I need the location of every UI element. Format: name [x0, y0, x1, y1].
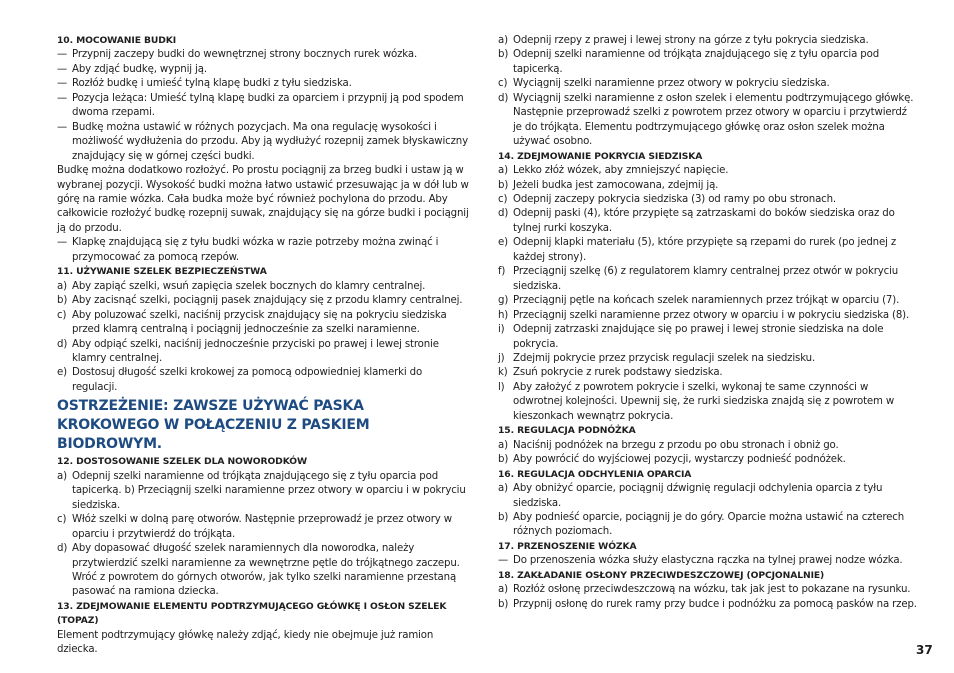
list-item-text: Odepnij rzepy z prawej i lewej strony na górze z tyłu pokrycia siedziska.: [513, 35, 869, 46]
list-item: [57, 470, 469, 513]
list-item-text: Przeciągnij szelkę (6) z regulatorem klamry centralnej przez otwór w pokryciu siedziska.: [513, 266, 899, 292]
list-marker: d): [498, 92, 509, 104]
list-item-text: Aby podnieść oparcie, pociągnij je do góry. Oparcie można ustawić na czterech różnych poziomach.: [513, 511, 905, 538]
list-item: [498, 511, 918, 540]
list-item: [498, 352, 918, 366]
section-heading: 17. PRZENOSZENIE WÓZKA: [498, 540, 637, 552]
list-marker: b): [57, 295, 68, 307]
list-item: [498, 164, 918, 178]
list-item: [57, 366, 469, 395]
list-item: [498, 482, 918, 511]
list-marker: —: [57, 63, 68, 75]
list-item-text: Wyciągnij szelki naramienne przez otwory w pokryciu siedziska.: [513, 78, 830, 90]
list-item: [498, 598, 918, 612]
page-number: 37: [916, 643, 933, 657]
list-marker: e): [498, 237, 508, 249]
list-item-text: Pozycja leżąca: Umieść tylną klapę budki za oparciem i przypnij ją pod spodem dwoma rzepami.: [72, 92, 464, 119]
list-item-text: Odepnij zatrzaski znajdujące się po prawej i lewej stronie siedziska na dole pokrycia.: [513, 324, 884, 350]
section-heading: 16. REGULACJA ODCHYLENIA OPARCIA: [498, 468, 692, 480]
list-marker: k): [498, 367, 508, 379]
left-column: [57, 34, 469, 658]
list-item-text: Włóż szelki w dolną parę otworów. Następnie przeprowadź je przez otwory w oparciu i przytwierdź do trójkąta.: [72, 514, 452, 540]
list-marker: b): [498, 511, 509, 523]
list-item-text: Klapkę znajdującą się z tyłu budki wózka w razie potrzeby można zwinąć i przymocować za pomocą rzepów.: [72, 237, 439, 263]
list-marker: a): [57, 470, 67, 482]
list-item: [57, 294, 469, 308]
list-marker: —: [57, 121, 68, 133]
list-item: [498, 381, 918, 424]
list-item: [498, 236, 918, 265]
list-item-text: Odepnij szelki naramienne od trójkąta znajdującego się z tyłu oparcia pod tapicerką.: [513, 49, 880, 75]
list-item: [498, 77, 918, 91]
list-item: [498, 207, 918, 236]
list-item: [57, 513, 469, 542]
list-item-text: Lekko złóż wózek, aby zmniejszyć napięcie.: [513, 165, 729, 177]
warning-heading: OSTRZEŻENIE: ZAWSZE UŻYWAĆ PASKA KROKOWEGO W POŁĄCZENIU Z PASKIEM BIODROWYM.: [57, 398, 370, 453]
list-item-text: Odepnij szelki naramienne od trójkąta znajdującego się z tyłu oparcia pod tapicerką. b) Przeciągnij szelki naramienne przez otwory w oparciu i w pokryciu siedziska.: [72, 470, 466, 511]
list-marker: —: [57, 49, 68, 61]
list-item: [498, 193, 918, 207]
list-item-text: Do przenoszenia wózka służy elastyczna rączka na tylnej prawej nodze wózka.: [513, 555, 903, 567]
list-item: [498, 366, 918, 380]
list-marker: a): [57, 280, 67, 292]
list-item: [498, 323, 918, 352]
list-item: [498, 294, 918, 308]
list-marker: —: [57, 92, 68, 104]
list-item: [57, 280, 469, 294]
list-marker: b): [498, 179, 509, 191]
list-item: [57, 542, 469, 600]
right-column: [498, 34, 918, 612]
section-heading: 15. REGULACJA PODNÓŻKA: [498, 425, 636, 437]
list-item-text: Odepnij klapki materiału (5), które przypięte są rzepami do rurek (po jednej z każdej strony).: [513, 237, 897, 263]
list-item-text: Aby zapiąć szelki, wsuń zapięcia szelek bocznych do klamry centralnej.: [72, 280, 426, 292]
paragraph: Budkę można dodatkowo rozłożyć. Po prostu pociągnij za brzeg budki i ustaw ją w wybranej pozycji. Wysokość budki można łatwo ustawić przesuwając ja w dół lub w górę na ramie wózka. Cała budka może być również pochylona do przodu. Aby całkowicie rozłożyć budkę rozepnij suwak, znajdujący się na górze budki i pociągnij ją do przodu.: [57, 165, 469, 234]
list-marker: —: [498, 555, 509, 567]
list-item-text: Aby dopasować długość szelek naramiennych dla noworodka, należy przytwierdzić szelki naramienne za wewnętrzne pętle do trójkątnego zaczepu. Wróć z powrotem do górnych otworów, jak tylko szelki naramienne przestaną pasować na ramiona dziecka.: [72, 543, 460, 598]
list-item-text: Aby obniżyć oparcie, pociągnij dźwignię regulacji odchylenia oparcia z tyłu siedziska.: [513, 483, 883, 509]
list-item-text: Budkę można ustawić w różnych pozycjach. Ma ona regulację wysokości i możliwość wydłużenia do przodu. Aby ją wydłużyć rozepnij zamek błyskawiczny znajdujący się w górnej części budki.: [72, 121, 468, 162]
list-marker: g): [498, 295, 509, 307]
section-heading: 13. ZDEJMOWANIE ELEMENTU PODTRZYMUJĄCEGO GŁÓWKĘ I OSŁON SZELEK (TOPAZ): [57, 600, 447, 627]
list-item: [498, 92, 918, 150]
list-marker: c): [498, 78, 508, 90]
section-heading: 11. UŻYWANIE SZELEK BEZPIECZEŃSTWA: [57, 266, 267, 278]
list-item: [498, 265, 918, 294]
list-item: [498, 554, 918, 568]
list-item-text: Wyciągnij szelki naramienne z osłon szelek i elementu podtrzymującego główkę. Następnie przeprowadź szelki z powrotem przez otwory w oparciu i przytwierdź je do trójkąta. Elementu podtrzymującego główkę oraz osłon szelek można używać osobno.: [513, 92, 914, 148]
list-item-text: Zsuń pokrycie z rurek podstawy siedziska.: [513, 367, 723, 379]
list-marker: b): [498, 454, 509, 466]
list-item: [498, 179, 918, 193]
list-item-text: Rozłóż budkę i umieść tylną klapę budki z tyłu siedziska.: [72, 78, 352, 90]
list-item: [57, 309, 469, 338]
list-marker: e): [57, 367, 67, 379]
list-marker: a): [498, 35, 508, 46]
list-item: [498, 583, 918, 597]
list-marker: a): [498, 483, 508, 495]
list-item-text: Rozłóż osłonę przeciwdeszczową na wózku, tak jak jest to pokazane na rysunku.: [513, 584, 911, 596]
list-item: [498, 48, 918, 77]
list-item-text: Odepnij zaczepy pokrycia siedziska (3) od ramy po obu stronach.: [513, 193, 837, 205]
section-heading: 10. MOCOWANIE BUDKI: [57, 35, 177, 46]
list-item-text: Aby zacisnąć szelki, pociągnij pasek znajdujący się z przodu klamry centralnej.: [72, 295, 463, 307]
list-item-text: Aby założyć z powrotem pokrycie i szelki, wykonaj te same czynności w odwrotnej kolejności. Upewnij się, że rurki siedziska znajdą się z powrotem w kieszonkach wewnątrz pokrycia.: [513, 381, 895, 422]
section-heading: 12. DOSTOSOWANIE SZELEK DLA NOWORODKÓW: [57, 456, 308, 468]
list-item: [57, 121, 469, 164]
list-marker: a): [498, 439, 508, 451]
list-marker: d): [57, 338, 68, 350]
list-item-text: Aby poluzować szelki, naciśnij przycisk znajdujący się na pokryciu siedziska przed klamrą centralną i pociągnij jednocześnie za szelki naramienne.: [72, 309, 447, 336]
list-marker: f): [498, 266, 506, 278]
list-item-text: Odepnij paski (4), które przypięte są zatrzaskami do boków siedziska oraz do tylnej rurki koszyka.: [513, 208, 895, 234]
list-item-text: Przeciągnij pętle na końcach szelek naramiennych przez trójkąt w oparciu (7).: [513, 295, 900, 307]
list-item-text: Przypnij zaczepy budki do wewnętrznej strony bocznych rurek wózka.: [72, 49, 418, 61]
list-marker: l): [498, 381, 505, 393]
list-item: [498, 439, 918, 453]
list-marker: a): [498, 165, 508, 177]
list-marker: d): [498, 208, 509, 220]
list-item-text: Aby zdjąć budkę, wypnij ją.: [72, 63, 207, 75]
list-item-text: Aby odpiąć szelki, naciśnij jednocześnie przyciski po prawej i lewej stronie klamry centralnej.: [72, 338, 439, 364]
list-item: [57, 77, 469, 91]
section-heading: 18. ZAKŁADANIE OSŁONY PRZECIWDESZCZOWEJ (OPCJONALNIE): [498, 569, 825, 581]
list-marker: —: [57, 78, 68, 90]
list-item-text: Jeżeli budka jest zamocowana, zdejmij ją.: [513, 179, 719, 191]
list-item: [57, 236, 469, 265]
list-item: [498, 453, 918, 467]
list-marker: c): [498, 193, 508, 205]
list-marker: d): [57, 543, 68, 555]
list-item-text: Dostosuj długość szelki krokowej za pomocą odpowiedniej klamerki do regulacji.: [72, 367, 423, 393]
list-item: [57, 48, 469, 62]
list-marker: h): [498, 309, 509, 321]
list-item-text: Aby powrócić do wyjściowej pozycji, wystarczy podnieść podnóżek.: [513, 454, 846, 466]
section-heading: 14. ZDEJMOWANIE POKRYCIA SIEDZISKA: [498, 150, 703, 162]
list-item-text: Naciśnij podnóżek na brzegu z przodu po obu stronach i obniż go.: [513, 439, 839, 451]
list-item-text: Przypnij osłonę do rurek ramy przy budce i podnóżku za pomocą pasków na rzep.: [513, 598, 917, 610]
list-marker: j): [498, 352, 505, 364]
list-marker: —: [57, 237, 68, 249]
list-item: [57, 92, 469, 121]
paragraph: Element podtrzymujący główkę należy zdjąć, kiedy nie obejmuje już ramion dziecka.: [57, 629, 434, 656]
list-marker: b): [498, 49, 509, 61]
list-marker: b): [498, 598, 509, 610]
list-item-text: Zdejmij pokrycie przez przycisk regulacji szelek na siedzisku.: [513, 352, 816, 364]
list-item: [498, 34, 918, 48]
list-item: [57, 338, 469, 367]
list-marker: i): [498, 324, 505, 336]
list-item-text: Przeciągnij szelki naramienne przez otwory w oparciu i w pokryciu siedziska (8).: [513, 309, 910, 321]
list-marker: c): [57, 514, 67, 526]
list-marker: a): [498, 584, 508, 596]
list-item: [498, 309, 918, 323]
list-item: [57, 63, 469, 77]
list-marker: c): [57, 309, 67, 321]
